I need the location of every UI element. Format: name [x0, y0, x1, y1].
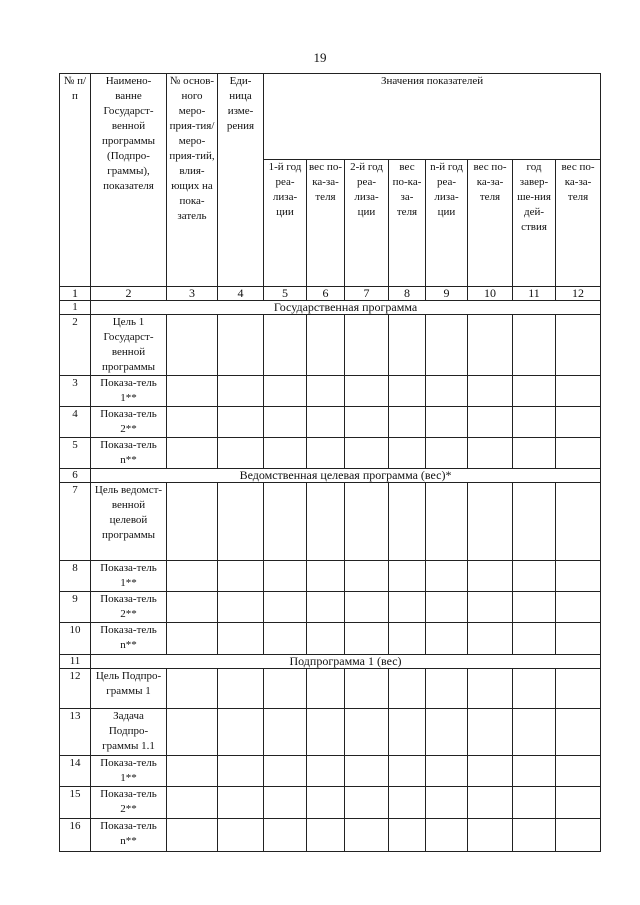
table-cell	[468, 669, 513, 709]
row-number: 7	[60, 483, 91, 561]
table-row	[60, 483, 601, 561]
table-cell	[556, 483, 601, 561]
table-cell	[167, 561, 218, 592]
table-cell	[218, 561, 264, 592]
header-sub: вес по-ка-за-теля	[389, 160, 426, 287]
column-number: 11	[513, 287, 556, 301]
table-cell	[167, 787, 218, 819]
page-number: 19	[313, 50, 327, 65]
table-cell	[167, 756, 218, 787]
table-cell	[264, 407, 307, 438]
table-cell	[218, 376, 264, 407]
table-cell	[345, 787, 389, 819]
table-cell	[345, 407, 389, 438]
table-cell	[345, 819, 389, 852]
table-cell	[264, 592, 307, 623]
table-cell	[218, 407, 264, 438]
table-cell	[389, 819, 426, 852]
indicator-name: Цель Подпро-граммы 1	[91, 669, 167, 709]
table-cell	[167, 376, 218, 407]
table-cell	[264, 669, 307, 709]
table-cell	[218, 315, 264, 376]
table-cell	[389, 669, 426, 709]
column-number: 1	[60, 287, 91, 301]
table-cell	[264, 561, 307, 592]
indicator-name: Показа-тель n**	[91, 438, 167, 469]
section-title: Ведомственная целевая программа (вес)*	[91, 469, 601, 483]
table-cell	[389, 592, 426, 623]
header-values-group: Значения показателей	[264, 74, 601, 160]
indicator-name: Показа-тель 1**	[91, 376, 167, 407]
column-number: 8	[389, 287, 426, 301]
indicator-name: Показа-тель 2**	[91, 592, 167, 623]
table-cell	[426, 669, 468, 709]
row-number: 15	[60, 787, 91, 819]
table-cell	[218, 483, 264, 561]
table-cell	[218, 592, 264, 623]
indicators-table	[59, 73, 601, 852]
table-cell	[426, 483, 468, 561]
header-sub: вес по-ка-за-теля	[556, 160, 601, 287]
table-row	[60, 561, 601, 592]
table-row	[60, 819, 601, 852]
table-cell	[468, 819, 513, 852]
header-sub: 1-й год реа-лиза-ции	[264, 160, 307, 287]
table-row	[60, 669, 601, 709]
table-cell	[307, 623, 345, 655]
row-number: 6	[60, 469, 91, 483]
table-cell	[307, 819, 345, 852]
table-row	[60, 592, 601, 623]
section-row	[60, 655, 601, 669]
table-cell	[468, 561, 513, 592]
table-cell	[426, 756, 468, 787]
table-cell	[307, 561, 345, 592]
table-cell	[389, 483, 426, 561]
table-cell	[307, 483, 345, 561]
indicator-name: Показа-тель 1**	[91, 561, 167, 592]
table-cell	[264, 315, 307, 376]
table-cell	[556, 407, 601, 438]
table-cell	[307, 376, 345, 407]
section-title: Государственная программа	[91, 301, 601, 315]
table-cell	[264, 376, 307, 407]
table-cell	[307, 592, 345, 623]
table-cell	[426, 407, 468, 438]
indicator-name: Показа-тель 1**	[91, 756, 167, 787]
table-cell	[513, 315, 556, 376]
table-cell	[389, 623, 426, 655]
column-number: 2	[91, 287, 167, 301]
table-cell	[167, 669, 218, 709]
table-cell	[218, 438, 264, 469]
header-name: Наимено-ванне Государст-венной программы (Подпро-граммы), показателя	[91, 74, 167, 287]
table-cell	[218, 623, 264, 655]
table-cell	[264, 483, 307, 561]
table-cell	[513, 669, 556, 709]
table-cell	[513, 561, 556, 592]
table-cell	[556, 561, 601, 592]
table-row	[60, 315, 601, 376]
table-row	[60, 756, 601, 787]
table-cell	[345, 376, 389, 407]
row-number: 12	[60, 669, 91, 709]
table-cell	[264, 438, 307, 469]
table-cell	[426, 592, 468, 623]
row-number: 5	[60, 438, 91, 469]
table-cell	[426, 787, 468, 819]
table-cell	[389, 376, 426, 407]
table-cell	[307, 756, 345, 787]
table-cell	[468, 592, 513, 623]
table-cell	[218, 787, 264, 819]
table-cell	[264, 787, 307, 819]
table-cell	[468, 438, 513, 469]
table-cell	[345, 483, 389, 561]
table-cell	[468, 709, 513, 756]
table-cell	[556, 438, 601, 469]
table-cell	[513, 592, 556, 623]
table-row	[60, 709, 601, 756]
column-number: 3	[167, 287, 218, 301]
table-cell	[468, 623, 513, 655]
row-number: 3	[60, 376, 91, 407]
table-cell	[426, 315, 468, 376]
column-number: 9	[426, 287, 468, 301]
table-cell	[345, 438, 389, 469]
section-row	[60, 301, 601, 315]
table-cell	[345, 561, 389, 592]
header-sub: n-й год реа-лиза-ции	[426, 160, 468, 287]
table-cell	[556, 623, 601, 655]
indicator-name: Задача Подпро-граммы 1.1	[91, 709, 167, 756]
header-no: № п/п	[60, 74, 91, 287]
table-cell	[307, 709, 345, 756]
table-cell	[426, 438, 468, 469]
table-cell	[167, 438, 218, 469]
table-cell	[389, 438, 426, 469]
table-cell	[426, 623, 468, 655]
indicator-name: Цель 1 Государст-венной программы	[91, 315, 167, 376]
table-cell	[513, 756, 556, 787]
table-cell	[426, 709, 468, 756]
table-cell	[556, 376, 601, 407]
row-number: 16	[60, 819, 91, 852]
table-cell	[307, 669, 345, 709]
indicator-name: Показа-тель 2**	[91, 407, 167, 438]
table-cell	[307, 315, 345, 376]
table-cell	[468, 315, 513, 376]
table-cell	[307, 787, 345, 819]
table-cell	[345, 669, 389, 709]
header-sub: вес по-ка-за-теля	[307, 160, 345, 287]
table-row	[60, 787, 601, 819]
table-cell	[556, 592, 601, 623]
header-measure-no: № основ-ного меро-прия-тия/ меро-прия-тий, влия-ющих на пока-затель	[167, 74, 218, 287]
table-cell	[167, 819, 218, 852]
table-cell	[345, 623, 389, 655]
row-number: 10	[60, 623, 91, 655]
table-cell	[513, 709, 556, 756]
table-cell	[345, 756, 389, 787]
table-cell	[167, 709, 218, 756]
row-number: 9	[60, 592, 91, 623]
table-cell	[426, 819, 468, 852]
table-cell	[264, 623, 307, 655]
table-cell	[513, 438, 556, 469]
table-cell	[513, 376, 556, 407]
table-cell	[218, 756, 264, 787]
indicator-name: Показа-тель n**	[91, 819, 167, 852]
table-cell	[389, 407, 426, 438]
row-number: 11	[60, 655, 91, 669]
header-unit: Еди-ница изме-рения	[218, 74, 264, 287]
table-cell	[264, 756, 307, 787]
table-cell	[264, 819, 307, 852]
table-cell	[218, 669, 264, 709]
table-cell	[556, 756, 601, 787]
table-cell	[468, 483, 513, 561]
table-cell	[513, 787, 556, 819]
table-cell	[218, 709, 264, 756]
table-cell	[389, 756, 426, 787]
table-cell	[513, 483, 556, 561]
header-row	[60, 74, 601, 160]
indicator-name: Показа-тель n**	[91, 623, 167, 655]
table-cell	[264, 709, 307, 756]
row-number: 14	[60, 756, 91, 787]
column-number: 6	[307, 287, 345, 301]
indicator-name: Цель ведомст-венной целевой программы	[91, 483, 167, 561]
table-row	[60, 407, 601, 438]
header-sub: 2-й год реа-лиза-ции	[345, 160, 389, 287]
row-number: 2	[60, 315, 91, 376]
table-cell	[167, 407, 218, 438]
table-cell	[556, 819, 601, 852]
table-row	[60, 376, 601, 407]
table-cell	[218, 819, 264, 852]
table-cell	[389, 787, 426, 819]
table-cell	[167, 592, 218, 623]
table-cell	[345, 315, 389, 376]
header-sub: вес по-ка-за-теля	[468, 160, 513, 287]
table-cell	[389, 315, 426, 376]
table-cell	[307, 407, 345, 438]
column-number: 10	[468, 287, 513, 301]
table-cell	[389, 709, 426, 756]
row-number: 1	[60, 301, 91, 315]
column-number: 5	[264, 287, 307, 301]
table-row	[60, 438, 601, 469]
row-number: 13	[60, 709, 91, 756]
table-cell	[468, 407, 513, 438]
table-cell	[513, 623, 556, 655]
column-number: 7	[345, 287, 389, 301]
table-cell	[468, 787, 513, 819]
table-cell	[167, 623, 218, 655]
section-title: Подпрограмма 1 (вес)	[91, 655, 601, 669]
table-cell	[513, 819, 556, 852]
table-cell	[468, 756, 513, 787]
table-cell	[389, 561, 426, 592]
section-row	[60, 469, 601, 483]
table-row	[60, 623, 601, 655]
table-cell	[468, 376, 513, 407]
table-cell	[556, 669, 601, 709]
header-sub: год завер-ше-ния дей-ствия	[513, 160, 556, 287]
table-cell	[556, 709, 601, 756]
table-cell	[345, 592, 389, 623]
table-cell	[426, 376, 468, 407]
table-cell	[345, 709, 389, 756]
table-cell	[307, 438, 345, 469]
row-number: 4	[60, 407, 91, 438]
row-number: 8	[60, 561, 91, 592]
table-cell	[556, 787, 601, 819]
table-cell	[167, 315, 218, 376]
column-number: 12	[556, 287, 601, 301]
column-number: 4	[218, 287, 264, 301]
indicator-name: Показа-тель 2**	[91, 787, 167, 819]
table-cell	[513, 407, 556, 438]
table-cell	[556, 315, 601, 376]
table-cell	[167, 483, 218, 561]
column-number-row	[60, 287, 601, 301]
table-cell	[426, 561, 468, 592]
